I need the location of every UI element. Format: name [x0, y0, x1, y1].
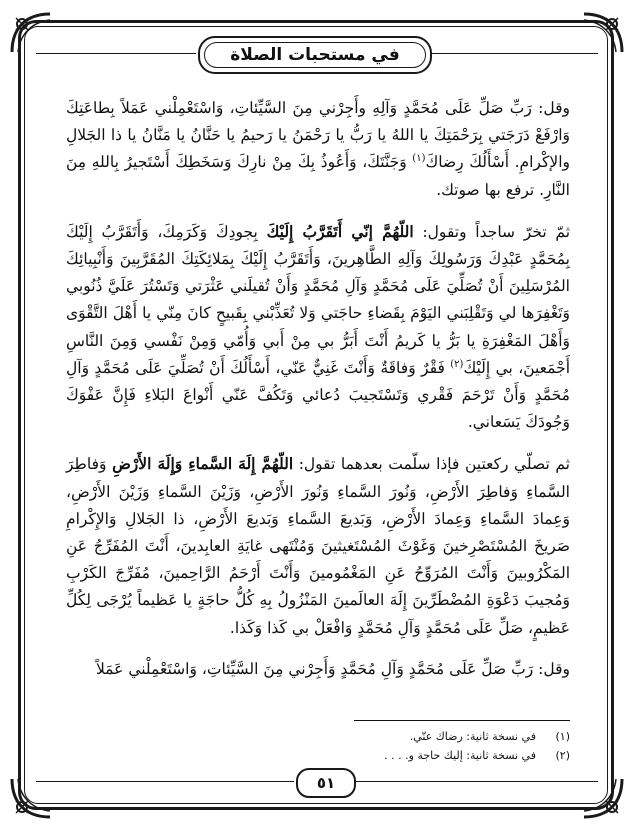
page-number: ٥١: [296, 768, 356, 798]
corner-ornament-icon: [8, 10, 54, 56]
paragraph: [66, 450, 570, 641]
paragraph-lead: ثم تصلّي ركعتين فإذا سلّمت بعدهما تقول:: [293, 455, 570, 474]
footnote-text: في نسخة ثانية: إليك حاجة و. . . .: [384, 749, 536, 762]
footnotes: [300, 727, 570, 765]
footer-rule: [36, 781, 294, 782]
footnote: [300, 727, 570, 746]
paragraph: [66, 218, 570, 437]
page-title: في مستحبات الصلاة: [230, 45, 400, 65]
corner-ornament-icon: [580, 10, 626, 56]
footnote-divider: [354, 720, 570, 721]
footnote-text: في نسخة ثانية: رضاك عنّي.: [409, 730, 536, 743]
header-rule: [430, 53, 598, 54]
paragraph: [66, 656, 570, 683]
dua-opening: اللّهُمَّ إِلَهَ السَّماءِ وَإِلَهَ الأَرْضِ: [112, 454, 294, 474]
paragraph: [66, 95, 570, 204]
paragraph-text: فَقْرٌ وَفاقَةٌ وَأَنْتَ غَنِيٌّ عَنّي، أَسْأَلُكَ أَنْ تُصَلِّيَ عَلَى مُحَمَّدٍ وَآلِ مُحَمَّدٍ وَأَنْ تَرْحَمَ فَقْري وَتَسْتَجيبَ دُعائي وَتَكُفَّ عَنّي أَنْواعَ البَلاءِ فَإِنَّ عَفْوَكَ وَجُودَكَ يَسَعاني.: [66, 358, 570, 432]
footnote-number: (١): [555, 730, 570, 743]
paragraph-text: وقل: رَبِّ صَلِّ عَلَى مُحَمَّدٍ وَآلِهِ وأَجِرْني مِنَ السَّيِّئاتِ، وَاسْتَعْمِلْني عَمَلاً بِطاعَتِكَ وَارْفَعْ دَرَجَتي بِرَحْمَتِكَ يا اللهُ يا رَبُّ يا رَحْمَنُ يا رَحيمُ يا حَنَّانُ يا مَنَّانُ يا ذا الجَلالِ والإكْرامِ. أَسْأَلُكَ رِضاكَ: [66, 99, 570, 172]
footer-rule: [354, 781, 598, 782]
page-body: [66, 95, 570, 691]
paragraph-text: وَجَنَّتَكَ، وَأَعُوذُ بِكَ مِنْ نارِكَ وَسَخَطِكَ أَسْتَجيرُ بِاللهِ مِنَ النَّارِ. ترفع بها صوتك.: [66, 153, 570, 199]
page-header: [198, 36, 432, 74]
paragraph-text: وَفاطِرَ السَّماءِ وَفاطِرَ الأَرْضِ، وَنُورَ السَّماءِ وَنُورَ الأَرْضِ، وَزَيْنَ السَّماءِ وَزَيْنَ الأَرْضِ، وَعِمادَ السَّماءِ وَعِمادَ الأَرْضِ، وَبَديعَ السَّماءِ وَبَديعَ الأَرْضِ، ذا الجَلالِ وَالإِكْرامِ صَريخَ المُسْتَصْرِخينَ وَغَوْثَ المُسْتَغيثينَ وَمُنْتَهى غايَةِ العابِدينَ، أَنْتَ المُفَرِّجُ عَنِ المَكْرُوبينَ وَأَنْتَ المُرَوِّحُ عَنِ المَغْمُومينَ وَأَنْتَ أَرْحَمُ الرَّاحِمينَ، مُفَرِّجَ الكَرْبِ وَمُجيبَ دَعْوَةِ المُضْطَرِّينَ إِلَهَ العالَمينَ المَنْزُولُ بِهِ كُلُّ حاجَةٍ يا عَظيماً يُرْجَى لِكُلِّ عَظيمٍ، صَلِّ عَلَى مُحَمَّدٍ وَآلِ مُحَمَّدٍ وَافْعَلْ بي كَذا وَكَذا.: [66, 455, 570, 637]
footnote-number: (٢): [555, 749, 570, 762]
paragraph-lead: ثمّ تخرّ ساجداً وتقول:: [413, 222, 571, 241]
header-rule: [36, 53, 196, 54]
footnote: [300, 746, 570, 765]
paragraph-text: بِجودِكَ وَكَرَمِكَ، وَأَتَقَرَّبُ إِلَيْكَ بِمُحَمَّدٍ عَبْدِكَ وَرَسُولِكَ وَآلِهِ الطَّاهِرينَ، وَأَتَقَرَّبُ إِلَيْكَ بِمَلائِكَتِكَ المُقَرَّبِينَ وَأَنْبِيائِكَ المُرْسَلِينَ أَنْ تُصَلِّيَ عَلَى مُحَمَّدٍ وَآلِ مُحَمَّدٍ وَأَنْ تُقيلَني عَثْرَتي وَتَسْتُرَ عَلَيَّ ذُنُوبي وَتَغْفِرَها لي وَتَقْلِبَني اليَوْمَ بِقَضاءِ حاجَتي وَلا تُعَذِّبْني بِقَبيحٍ كانَ مِنّي يا أَهْلَ التَّقْوَى وَأَهْلَ المَغْفِرَةِ يا بَرُّ يا كَريمُ أَنْتَ أَبَرُّ بي مِنْ أَبي وَأُمّي وَمِنْ نَفْسي وَمِنَ النَّاسِ أَجْمَعينَ، بي إِلَيْكَ: [66, 222, 571, 377]
paragraph-text: وقل: رَبِّ صَلِّ عَلَى مُحَمَّدٍ وَآلِ مُحَمَّدٍ وَأَجِرْني مِنَ السَّيِّئاتِ، وَاسْتَعْمِلْني عَمَلاً: [95, 659, 570, 678]
footnote-ref: (٢): [450, 358, 464, 370]
dua-opening: اللّهُمَّ إنّي أَتَقَرَّبُ إِلَيْكَ: [266, 221, 414, 241]
footnote-ref: (١): [412, 153, 426, 165]
